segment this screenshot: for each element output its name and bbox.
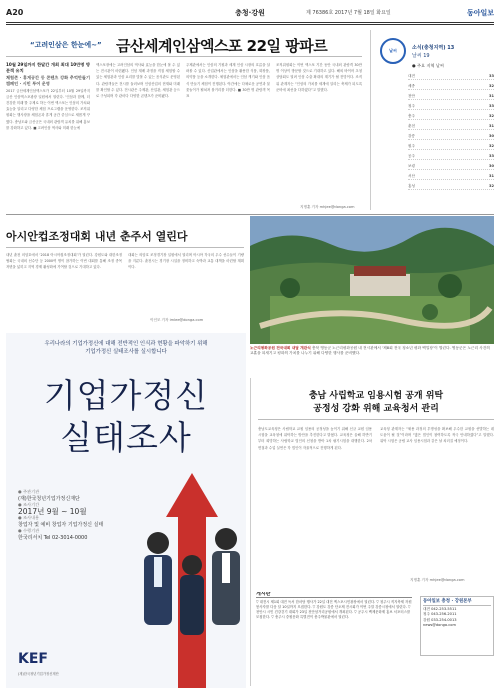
photo-caption-text: 충북 영동군 노근리평화공원 내 전시관에서 ‘제8회 전국 청소년 평화 백일장’이 열린다. 영동군은 노근리 사건의 교훈을 되새기고 평화의 가치를 나누기 위해 다양한 행사를 준비했다. xyxy=(250,346,490,355)
sidebar-row-label: 세종 xyxy=(408,84,415,88)
article2-column-1 xyxy=(6,252,122,324)
ad-value-3: 창업자 및 예비 창업자 기업가정신 실태 xyxy=(18,521,104,528)
sidebar-row-value: 32 xyxy=(488,144,494,148)
article1-lead: 10월 29일까지 한달간 개최 최대 10만명 방문객 유치 xyxy=(6,62,90,74)
sidebar-row xyxy=(408,124,494,130)
kef-subtitle: (재)한국청년기업가정신재단 xyxy=(18,672,59,676)
sidebar-row-label: 공주 xyxy=(408,154,415,158)
article1-column-4 xyxy=(276,62,362,192)
sidebar-row-value: 31 xyxy=(488,94,494,98)
article2-text-1: 내년 춘천 의암호에서 ‘2018 아시아컵조정대회’가 열린다. 강원도와 대한조정협회는 국내외 선수단 등 2000여 명이 참가하는 이번 대회를 통해 조정 종목 저변을 넓히고 지역 경제 활성화에 기여할 것으로 기대하고 있다. xyxy=(6,253,122,270)
sidebar-row-value: 33 xyxy=(488,104,494,108)
contact-title: 동아일보 충청 · 강원본부 xyxy=(423,599,491,606)
ad-label-4: ● 수행기관 xyxy=(18,528,40,533)
contact-line: 대전 042-253-5511 xyxy=(423,606,457,611)
ad-value-2: 2017년 9월 ~ 10월 xyxy=(18,506,87,516)
sidebar-heading-2: 날씨 19 xyxy=(412,53,430,59)
sidebar-row-label: 충주 xyxy=(408,114,415,118)
sidebar-row xyxy=(408,104,494,110)
article3-column-1 xyxy=(258,426,372,576)
article1-column-3 xyxy=(186,62,270,202)
sidebar-row xyxy=(408,74,494,80)
sidebar-row-label: 보령 xyxy=(408,164,415,168)
article3-text-2: 교육청 관계자는 “채용 과정의 투명성을 확보해 우수한 교원을 선발하는 데 도움이 될 것”이라며 “많은 법인이 참여하도록 적극 안내하겠다”고 말했다. 위탁 시험은 공립 교사 임용시험과 같은 날 치러질 예정이다. xyxy=(380,427,494,444)
sidebar-row-label: 대전 xyxy=(408,74,415,78)
sidebar-row xyxy=(408,154,494,160)
sidebar-row-value: 33 xyxy=(488,74,494,78)
article3-byline: 지명훈 기자 mhjee@donga.com xyxy=(410,578,465,582)
sidebar-row-label: 청주 xyxy=(408,104,415,108)
article2-column-2 xyxy=(128,252,244,316)
contact-line: news@donga.com xyxy=(423,623,456,628)
contact-line: 강원 033-254-0013 xyxy=(423,617,457,622)
ad-intro-line-2: 기업가정신 실태조사를 실시합니다 xyxy=(85,348,167,355)
ad-value-4: 한국리서치 Tel 02-3014-0000 xyxy=(18,534,88,541)
kef-mark: KEF xyxy=(18,651,48,667)
sidebar-row-value: 32 xyxy=(488,114,494,118)
contact-line: 청주 043-256-2011 xyxy=(423,612,457,617)
article2-text-2: 대회는 의암호 조정경기장 일원에서 열리며 아시아 각국의 우수 선수들이 기량을 겨룬다. 춘천시는 경기장 시설을 정비하고 숙박과 교통 대책을 마련할 계획이다. xyxy=(128,253,244,270)
sidebar-row-value: 32 xyxy=(488,184,494,188)
header-divider xyxy=(6,22,494,23)
ad-label-2: ● 조사기간 xyxy=(18,502,40,507)
notice-title: 게시판 xyxy=(256,592,412,598)
sidebar-row xyxy=(408,174,494,180)
article1-byline: 지명훈 기자 mhjee@donga.com xyxy=(300,205,355,209)
sidebar-row xyxy=(408,94,494,100)
park-photo xyxy=(250,216,494,344)
ad-big-title xyxy=(6,375,246,459)
notice-body: ▽ 대전시 제1회 대전 독서 한마당 행사가 22일 대전 엑스포시민광장에서 열린다. ▽ 청주시 직지축제 자원봉사자를 다음 달 10일까지 모집한다. ▽ 강원도 강릉 단오제 전시회가 이번 주말 강릉시청에서 열린다. ▽ 천안시 시민 건강걷기 대회가 23일 천안삼거리공원에서 개최된다. ▽ 공주시 백제문화제 홍보 서포터스를 모집한다. ▽ 충주시 중원문화 특별전이 충주박물관에서 열린다. xyxy=(256,600,412,620)
article2-byline: 이인모 기자 imlee@donga.com xyxy=(150,318,204,322)
notice-board xyxy=(256,592,412,686)
sidebar-row-value: 31 xyxy=(488,124,494,128)
article1-kicker: “고려인삼은 한눈에~” xyxy=(30,41,102,49)
article1-lead2: 체험존 · 휴게공간 등 콘텐츠 강화 추억만들기 캠페인 · 시민 투어 운영 xyxy=(6,74,90,87)
ad-people-illustration xyxy=(130,473,246,688)
ad-intro xyxy=(6,341,246,356)
article1-text-3: 주제관에서는 인삼의 기원과 세계 인삼 시장의 흐름을 살펴볼 수 있다. 산업관에서는 인삼을 활용한 식품, 화장품, 의약품 등을 소개한다. 체험관에서는 인삼 캐기와 인삼 음식 만들기 체험이 진행된다. 야간에는 다채로운 공연과 불꽃놀이가 펼쳐져 볼거리를 더한다. ■ 30만 명 관람객 목표 xyxy=(186,63,270,99)
ad-label-3: ● 조사내용 xyxy=(18,515,40,520)
ad-value-1: (재)한국청년기업가정신재단 xyxy=(18,495,80,502)
survey-advertisement xyxy=(6,333,246,688)
photo-caption-title: 노근리평화공원 전국대회 내달 개관식 xyxy=(250,346,311,350)
article3-title-line-1: 충남 사립학교 임용시험 공개 위탁 xyxy=(308,391,444,401)
article1-headline: 금산세계인삼엑스포 22일 팡파르 xyxy=(116,37,328,55)
ad-label-1: ● 주관기관 xyxy=(18,489,40,494)
kef-logo xyxy=(18,651,98,679)
page-header xyxy=(6,8,494,20)
header-divider-thin xyxy=(6,24,494,25)
sidebar-index xyxy=(378,34,494,204)
article3-text-1: 충남도교육청은 사립학교 교원 임용의 공정성을 높이기 위해 신규 교원 임용 시험을 교육청에 위탁하는 방안을 추진한다고 밝혔다. 교육청은 올해 하반기부터 희망하는 사립학교 법인의 신청을 받아 1차 필기시험을 대행한다. 2차 면접과 수업 실연은 각 법인이 자율적으로 진행하게 된다. xyxy=(258,427,372,450)
page-number: A20 xyxy=(6,8,24,17)
sidebar-row-value: 30 xyxy=(488,164,494,168)
section-divider xyxy=(6,214,494,215)
sidebar-row-label: 강릉 xyxy=(408,134,415,138)
article1-column-2 xyxy=(96,62,180,202)
sidebar-subtitle: ● 주요 지역 날씨 xyxy=(412,63,444,68)
sidebar-row-label: 춘천 xyxy=(408,124,415,128)
sidebar-row xyxy=(408,84,494,90)
contact-box xyxy=(420,596,494,656)
article1-text-1: 2017 금산세계인삼엑스포가 22일부터 10월 29일까지 금산 인삼엑스포광장 일원에서 열린다. ‘인삼과 함께, 더 건강한 미래’를 주제로 하는 이번 엑스포는 인삼의 가치와 효능을 알리고 다양한 체험 프로그램을 운영한다. 조직위원회는 행사장을 체험존과 휴게 공간 중심으로 새롭게 꾸몄다. 충남도와 금산군은 국내외 관람객 유치를 위해 홍보를 강화하고 있다. ■ 고려인삼 역사와 미래 한눈에 xyxy=(6,88,90,130)
sidebar-row xyxy=(408,114,494,120)
article3-title xyxy=(258,386,494,420)
sidebar-row-label: 천안 xyxy=(408,94,415,98)
sidebar-row-label: 원주 xyxy=(408,144,415,148)
sidebar-row-label: 서산 xyxy=(408,174,415,178)
photo-caption xyxy=(250,346,494,372)
article1-title xyxy=(6,33,362,57)
article1-column-1 xyxy=(6,62,90,202)
sidebar-row xyxy=(408,134,494,140)
sidebar-row-value: 30 xyxy=(488,134,494,138)
article1-text-4: 조직위원회는 이번 엑스포 기간 동안 국내외 관람객 30만 명 이상이 방문할 것으로 기대하고 있다. 해외 바이어 초청 상담회도 열려 인삼 수출 확대의 계기가 될 전망이다. 조직위 관계자는 “인삼의 가치를 세계에 알리는 축제가 되도록 준비에 최선을 다하겠다”고 말했다. xyxy=(276,63,362,92)
newspaper-logo: 동아일보 xyxy=(466,9,494,17)
column-divider-lower xyxy=(250,378,251,686)
sidebar-row xyxy=(408,184,494,190)
ad-intro-line-1: 우리나라의 기업가정신에 대해 전반적인 인식과 현황을 파악하기 위해 xyxy=(44,341,208,347)
article1-text-2: 엑스포장에는 고려인삼의 역사와 효능을 한눈에 볼 수 있는 전시관이 마련됐다. 인삼 재배 과정을 직접 체험할 수 있는 체험관과 인삼 요리를 맛볼 수 있는 음식관도 운영된다. 관람객들은 전시를 둘러보며 인삼산업의 현재와 미래를 확인할 수 있다. 전시관은 주제관, 산업관, 체험관 등으로 구성되며 각 관마다 다양한 콘텐츠가 준비됐다. xyxy=(96,63,180,99)
sidebar-row-value: 33 xyxy=(488,154,494,158)
sidebar-heading-1: 소식(충청지역) 13 xyxy=(412,45,455,51)
sidebar-row-value: 32 xyxy=(488,84,494,88)
weather-logo: 날씨 xyxy=(380,38,406,64)
ad-info xyxy=(18,489,138,541)
sidebar-row xyxy=(408,144,494,150)
sidebar-row xyxy=(408,164,494,170)
ad-big-line-2: 실태조사 xyxy=(60,418,192,457)
date-line: 제 76386호 2017년 7월 18일 화요일 xyxy=(306,10,391,16)
sidebar-row-label: 홍성 xyxy=(408,184,415,188)
article2-headline: 아시안컵조정대회 내년 춘주서 열린다 xyxy=(6,228,244,248)
article3-title-line-2: 공정성 강화 위해 교육청서 관리 xyxy=(313,404,439,414)
ad-big-line-1: 기업가정신 xyxy=(43,376,209,415)
sidebar-row-value: 31 xyxy=(488,174,494,178)
article3-column-2 xyxy=(380,426,494,566)
column-divider xyxy=(370,30,371,210)
section-title: 충청·강원 xyxy=(235,9,265,17)
